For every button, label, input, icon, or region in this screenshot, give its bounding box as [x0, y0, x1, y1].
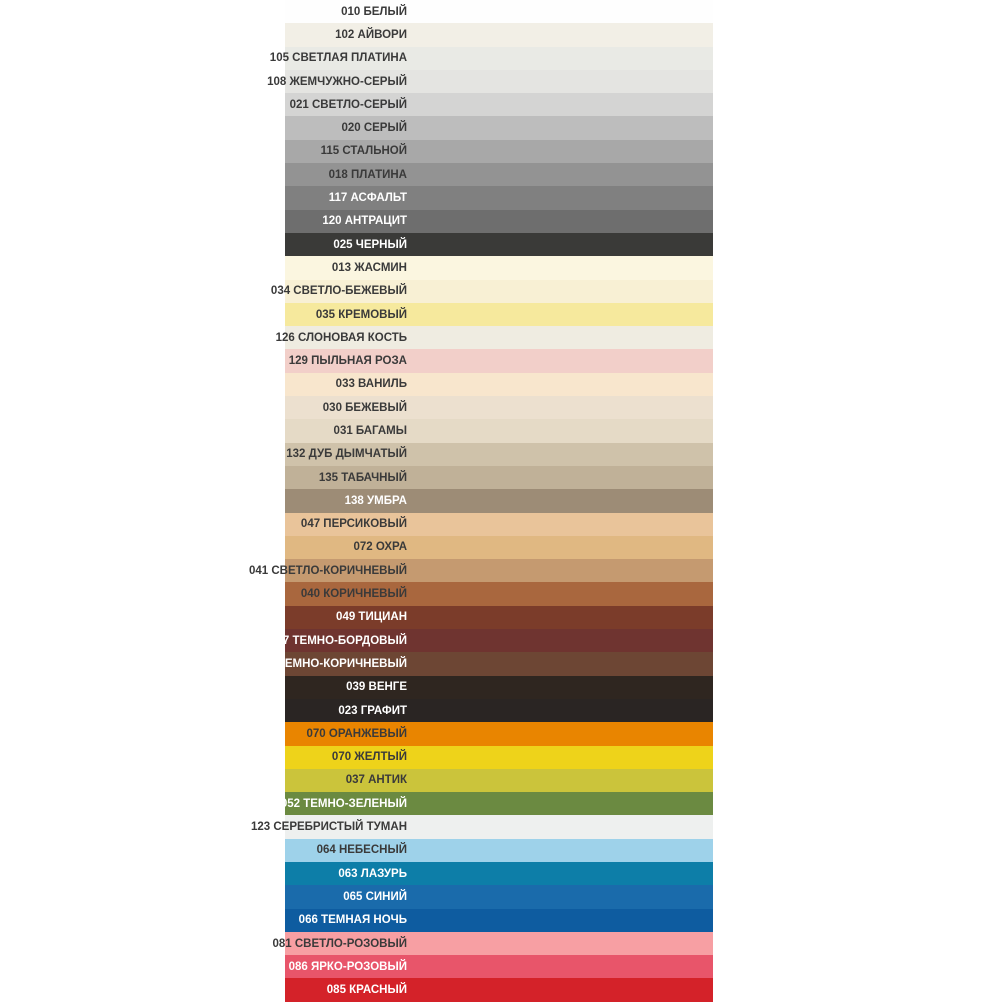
- color-swatch-row[interactable]: [285, 699, 713, 722]
- color-swatch-row[interactable]: [285, 233, 713, 256]
- color-swatch-label: 087 ТЕМНО-БОРДОВЫЙ: [270, 634, 407, 647]
- color-swatch-label: 039 ВЕНГЕ: [346, 681, 407, 694]
- color-swatch-label: 065 СИНИЙ: [343, 890, 407, 903]
- color-swatch-label: 030 БЕЖЕВЫЙ: [322, 401, 407, 414]
- color-swatch-fill: [285, 839, 713, 862]
- color-swatch-label: 040 КОРИЧНЕВЫЙ: [300, 588, 407, 601]
- color-swatch-row[interactable]: [250, 815, 713, 838]
- color-swatch-fill: [285, 210, 713, 233]
- color-swatch-row[interactable]: [285, 443, 713, 466]
- color-swatch-label: 063 ЛАЗУРЬ: [338, 867, 407, 880]
- color-swatch-row[interactable]: [285, 978, 713, 1001]
- color-swatch-label: 117 АСФАЛЬТ: [328, 192, 407, 205]
- color-swatch-row[interactable]: [270, 280, 713, 303]
- color-swatch-fill: [250, 815, 713, 838]
- color-swatch-label: 042 ТЕМНО-КОРИЧНЕВЫЙ: [255, 657, 407, 670]
- color-swatch-fill: [285, 116, 713, 139]
- color-swatch-fill: [275, 326, 713, 349]
- color-swatch-label: 034 СВЕТЛО-БЕЖЕВЫЙ: [270, 285, 407, 298]
- color-swatch-row[interactable]: [270, 629, 713, 652]
- color-swatch-label: 023 ГРАФИТ: [338, 704, 407, 717]
- color-swatch-row[interactable]: [285, 419, 713, 442]
- color-swatch-fill: [285, 233, 713, 256]
- color-swatch-row[interactable]: [275, 326, 713, 349]
- color-swatch-fill: [285, 140, 713, 163]
- color-swatch-fill: [280, 792, 713, 815]
- color-swatch-label: 132 ДУБ ДЫМЧАТЫЙ: [286, 448, 407, 461]
- color-swatch-label: 025 ЧЕРНЫЙ: [333, 238, 407, 251]
- color-swatch-label: 126 СЛОНОВАЯ КОСТЬ: [275, 331, 407, 344]
- color-swatch-row[interactable]: [285, 746, 713, 769]
- color-swatch-label: 086 ЯРКО-РОЗОВЫЙ: [288, 960, 407, 973]
- color-swatch-fill: [285, 303, 713, 326]
- color-swatch-fill: [285, 582, 713, 605]
- color-swatch-label: 129 ПЫЛЬНАЯ РОЗА: [288, 355, 407, 368]
- color-swatch-row[interactable]: [285, 373, 713, 396]
- color-swatch-label: 102 АЙВОРИ: [335, 28, 407, 41]
- color-swatch-row[interactable]: [255, 652, 713, 675]
- color-swatch-row[interactable]: [285, 909, 713, 932]
- color-swatch-fill: [269, 47, 713, 70]
- color-swatch-fill: [285, 606, 713, 629]
- color-swatch-row[interactable]: [248, 559, 713, 582]
- color-swatch-row[interactable]: [285, 163, 713, 186]
- color-swatch-label: 035 КРЕМОВЫЙ: [315, 308, 407, 321]
- color-swatch-fill: [285, 0, 713, 23]
- color-swatch-row[interactable]: [285, 769, 713, 792]
- color-swatch-row[interactable]: [285, 582, 713, 605]
- color-swatch-row[interactable]: [269, 47, 713, 70]
- color-swatch-fill: [267, 70, 713, 93]
- color-swatch-label: 123 СЕРЕБРИСТЫЙ ТУМАН: [250, 821, 407, 834]
- color-swatch-fill: [285, 955, 713, 978]
- color-swatch-row[interactable]: [285, 862, 713, 885]
- color-swatch-fill: [285, 419, 713, 442]
- color-swatch-row[interactable]: [285, 0, 713, 23]
- color-swatch-fill: [285, 349, 713, 372]
- color-swatch-fill: [285, 978, 713, 1001]
- color-swatch-fill: [272, 932, 713, 955]
- color-swatch-fill: [285, 909, 713, 932]
- color-swatch-fill: [285, 862, 713, 885]
- color-swatch-row[interactable]: [285, 839, 713, 862]
- color-swatch-label: 037 АНТИК: [345, 774, 407, 787]
- color-swatch-label: 052 ТЕМНО-ЗЕЛЕНЫЙ: [280, 797, 407, 810]
- color-swatch-label: 031 БАГАМЫ: [333, 424, 407, 437]
- color-swatch-row[interactable]: [285, 186, 713, 209]
- color-swatch-label: 066 ТЕМНАЯ НОЧЬ: [298, 914, 407, 927]
- color-swatch-label: 021 СВЕТЛО-СЕРЫЙ: [289, 98, 407, 111]
- color-swatch-fill: [285, 722, 713, 745]
- color-swatch-row[interactable]: [285, 349, 713, 372]
- color-swatch-fill: [285, 373, 713, 396]
- color-swatch-fill: [285, 769, 713, 792]
- color-swatch-fill: [285, 746, 713, 769]
- color-swatch-fill: [285, 93, 713, 116]
- color-swatch-row[interactable]: [285, 606, 713, 629]
- color-swatch-fill: [285, 443, 713, 466]
- color-swatch-label: 033 ВАНИЛЬ: [335, 378, 407, 391]
- color-swatch-fill: [285, 536, 713, 559]
- color-palette-list: [248, 0, 713, 1002]
- color-swatch-row[interactable]: [285, 116, 713, 139]
- color-swatch-row[interactable]: [285, 489, 713, 512]
- color-swatch-fill: [248, 559, 713, 582]
- color-swatch-row[interactable]: [285, 536, 713, 559]
- color-swatch-label: 070 ЖЕЛТЫЙ: [331, 751, 407, 764]
- color-swatch-row[interactable]: [272, 932, 713, 955]
- color-swatch-label: 018 ПЛАТИНА: [328, 168, 407, 181]
- color-swatch-label: 047 ПЕРСИКОВЫЙ: [300, 518, 407, 531]
- color-swatch-fill: [285, 513, 713, 536]
- color-swatch-fill: [285, 489, 713, 512]
- color-swatch-fill: [255, 652, 713, 675]
- color-swatch-row[interactable]: [285, 513, 713, 536]
- color-swatch-label: 013 ЖАСМИН: [331, 261, 407, 274]
- color-swatch-fill: [285, 186, 713, 209]
- color-swatch-fill: [285, 23, 713, 46]
- color-swatch-fill: [285, 396, 713, 419]
- color-swatch-label: 070 ОРАНЖЕВЫЙ: [306, 727, 407, 740]
- color-swatch-label: 081 СВЕТЛО-РОЗОВЫЙ: [272, 937, 407, 950]
- color-swatch-fill: [285, 699, 713, 722]
- color-swatch-row[interactable]: [267, 70, 713, 93]
- color-swatch-fill: [285, 256, 713, 279]
- color-swatch-row[interactable]: [285, 955, 713, 978]
- color-swatch-row[interactable]: [285, 722, 713, 745]
- color-swatch-row[interactable]: [285, 93, 713, 116]
- color-swatch-fill: [285, 885, 713, 908]
- color-swatch-label: 138 УМБРА: [344, 494, 407, 507]
- color-swatch-row[interactable]: [285, 210, 713, 233]
- color-swatch-row[interactable]: [285, 885, 713, 908]
- color-swatch-label: 041 СВЕТЛО-КОРИЧНЕВЫЙ: [248, 564, 407, 577]
- color-swatch-label: 020 СЕРЫЙ: [341, 122, 407, 135]
- color-swatch-row[interactable]: [285, 256, 713, 279]
- color-swatch-label: 010 БЕЛЫЙ: [341, 5, 407, 18]
- color-swatch-label: 120 АНТРАЦИТ: [322, 215, 407, 228]
- color-swatch-row[interactable]: [285, 396, 713, 419]
- color-swatch-row[interactable]: [280, 792, 713, 815]
- color-swatch-label: 085 КРАСНЫЙ: [326, 984, 407, 997]
- color-swatch-label: 115 СТАЛЬНОЙ: [320, 145, 407, 158]
- color-swatch-row[interactable]: [285, 303, 713, 326]
- color-swatch-label: 135 ТАБАЧНЫЙ: [318, 471, 407, 484]
- color-swatch-label: 105 СВЕТЛАЯ ПЛАТИНА: [269, 52, 407, 65]
- color-swatch-fill: [270, 280, 713, 303]
- color-swatch-fill: [285, 676, 713, 699]
- color-swatch-label: 072 ОХРА: [353, 541, 407, 554]
- color-swatch-label: 064 НЕБЕСНЫЙ: [316, 844, 407, 857]
- color-swatch-fill: [285, 163, 713, 186]
- color-swatch-row[interactable]: [285, 466, 713, 489]
- color-swatch-row[interactable]: [285, 140, 713, 163]
- color-swatch-label: 049 ТИЦИАН: [336, 611, 407, 624]
- color-swatch-row[interactable]: [285, 23, 713, 46]
- color-swatch-fill: [285, 466, 713, 489]
- color-swatch-label: 108 ЖЕМЧУЖНО-СЕРЫЙ: [267, 75, 407, 88]
- color-swatch-fill: [270, 629, 713, 652]
- color-swatch-row[interactable]: [285, 676, 713, 699]
